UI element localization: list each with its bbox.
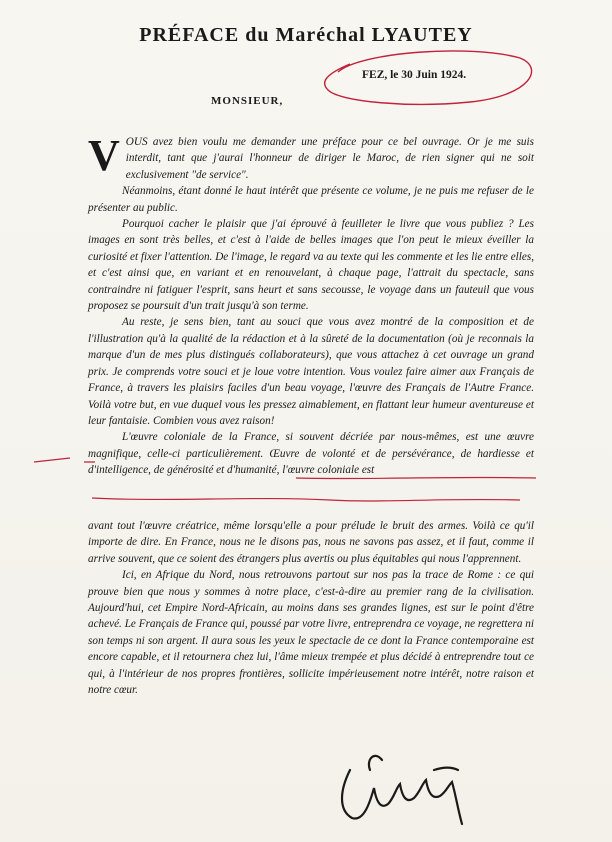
paragraph-1-text: OUS avez bien voulu me demander une préface pour ce bel ouvrage. Or je me suis interdit, tant que j'aurai l'honneur de diriger le Maroc, de rien signer qui ne soit exclusivement "de service". [125,136,534,181]
paragraph-5-continued: avant tout l'œuvre créatrice, même lorsqu'elle a pour prélude le bruit des armes. Voilà ce qu'il importe de dire. En France, nous ne le disons pas, nous ne savons pas assez, et il faut, comme il arrive souvent, que ce soient des étrangers plus avertis ou plus équitables qui nous l'apprennent. [88,520,534,565]
paragraph-3: Pourquoi cacher le plaisir que j'ai éprouvé à feuilleter le livre que vous publiez ? Les images en sont très belles, et c'est à l'aide de belles images que l'on peut le mieux éveiller la curiosité et fixer l'attention. De l'image, le regard va au texte qui les commente et les lie entre elles, et c'est ainsi que, en variant et en renouvelant, à chaque page, l'attrait du spectacle, sans contraindre ni fatiguer l'esprit, sans heurt et sans secousse, le voyage dans un fauteuil que vous proposez se poursuit d'un trait jusqu'à son terme. [88,218,534,313]
letter-body-lower [88,518,534,698]
underline-2 [92,498,520,501]
dateline: FEZ, le 30 Juin 1924. [362,69,467,81]
letter-body-upper [88,131,534,479]
paragraph-4: Au reste, je sens bien, tant au souci que vous avez montré de la composition et de l'illustration qu'à la qualité de la rédaction et à la sûreté de la documentation (où je reconnais la marque d'un de mes plus distingués collaborateurs), que vous attachez à cet ouvrage un grand prix. Je comprends votre souci et je loue votre intention. Vous voulez faire aimer aux Français de France, à travers les plaisirs faciles d'un beau voyage, l'œuvre des Français de l'Autre France. Voilà votre but, en vue duquel vous les pressez aimablement, en flattant leur humeur aventureuse et leur fantaisie. Combien vous avez raison! [88,316,534,427]
salutation: MONSIEUR, [211,95,284,107]
paragraph-6: Ici, en Afrique du Nord, nous retrouvons partout sur nos pas la trace de Rome : ce qui prouve bien que nous y sommes à notre place, c'est-à-dire au premier rang de la civilisation. Aujourd'hui, cet Empire Nord-Africain, au moins dans ses grandes lignes, est sur le point d'être achevé. Le Français de France qui, poussé par votre livre, entreprendra ce voyage, ne regrettera ni son temps ni son argent. Il aura sous les yeux le spectacle de ce dont la France contemporaine est encore capable, et il retournera chez lui, l'âme mieux trempée et plus décidé à entreprendre tout ce qui, à l'intérieur de nos propres frontières, sollicite impérieusement notre intérêt, notre raison et notre cœur. [88,569,534,697]
paragraph-2: Néanmoins, étant donné le haut intérêt que présente ce volume, je ne puis me refuser de le présenter au public. [88,185,534,214]
paragraph-1 [88,131,534,183]
page-title: PRÉFACE du Maréchal LYAUTEY [139,24,473,46]
paragraph-5: L'œuvre coloniale de la France, si souvent décriée par nous-mêmes, est une œuvre magnifique, celle-ci particulièrement. Œuvre de volonté et de persévérance, de hardiesse et d'intelligence, de générosité et d'humanité, l'œuvre coloniale est [88,431,534,477]
margin-mark [34,458,95,462]
signature-image [330,740,490,830]
drop-cap: V [88,131,120,180]
